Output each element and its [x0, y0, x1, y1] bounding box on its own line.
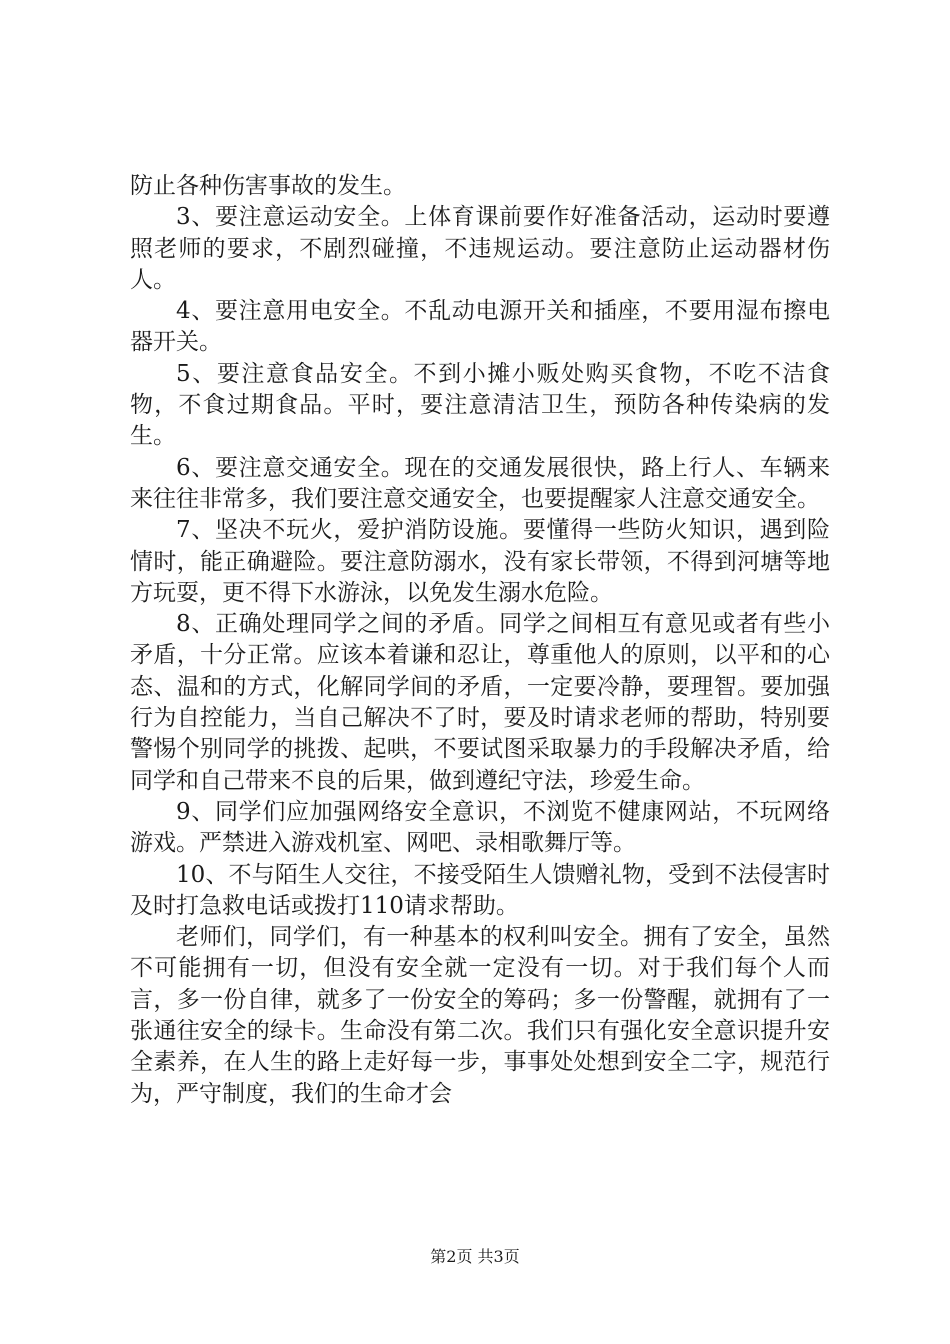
paragraph-item-10: 10、不与陌生人交往，不接受陌生人馈赠礼物，受到不法侵害时及时打急救电话或拨打110请求帮助。	[130, 861, 830, 919]
paragraph-closing: 老师们，同学们，有一种基本的权利叫安全。拥有了安全，虽然不可能拥有一切，但没有安全就一定没有一切。对于我们每个人而言，多一份自律，就多了一份安全的筹码；多一份警醒，就拥有了一张通往安全的绿卡。生命没有第二次。我们只有强化安全意识提升安全素养，在人生的路上走好每一步，事事处处想到安全二字，规范行为，严守制度，我们的生命才会	[130, 924, 830, 1107]
page-number-footer: 第2页 共3页	[430, 1247, 520, 1266]
document-body	[130, 171, 830, 1110]
paragraph-item-9: 9、同学们应加强网络安全意识，不浏览不健康网站，不玩网络游戏。严禁进入游戏机室、网吧、录相歌舞厅等。	[130, 798, 830, 857]
paragraph-item-5: 5、要注意食品安全。不到小摊小贩处购买食物，不吃不洁食物，不食过期食品。平时，要注意清洁卫生，预防各种传染病的发生。	[130, 360, 830, 450]
paragraph-item-6: 6、要注意交通安全。现在的交通发展很快，路上行人、车辆来来往往非常多，我们要注意交通安全，也要提醒家人注意交通安全。	[130, 454, 830, 512]
paragraph-continuation: 防止各种伤害事故的发生。	[130, 173, 406, 199]
paragraph-item-4: 4、要注意用电安全。不乱动电源开关和插座，不要用湿布擦电器开关。	[130, 298, 830, 356]
paragraph-item-7: 7、坚决不玩火，爱护消防设施。要懂得一些防火知识，遇到险情时，能正确避险。要注意防溺水，没有家长带领，不得到河塘等地方玩耍，更不得下水游泳，以免发生溺水危险。	[130, 517, 830, 606]
paragraph-item-3: 3、要注意运动安全。上体育课前要作好准备活动，运动时要遵照老师的要求，不剧烈碰撞，不违规运动。要注意防止运动器材伤人。	[130, 204, 830, 293]
paragraph-item-8: 8、正确处理同学之间的矛盾。同学之间相互有意见或者有些小矛盾，十分正常。应该本着谦和忍让，尊重他人的原则，以平和的心态、温和的方式，化解同学间的矛盾，一定要冷静，要理智。要加强行为自控能力，当自己解决不了时，要及时请求老师的帮助，特别要警惕个别同学的挑拨、起哄，不要试图采取暴力的手段解决矛盾，给同学和自己带来不良的后果，做到遵纪守法，珍爱生命。	[130, 611, 830, 794]
